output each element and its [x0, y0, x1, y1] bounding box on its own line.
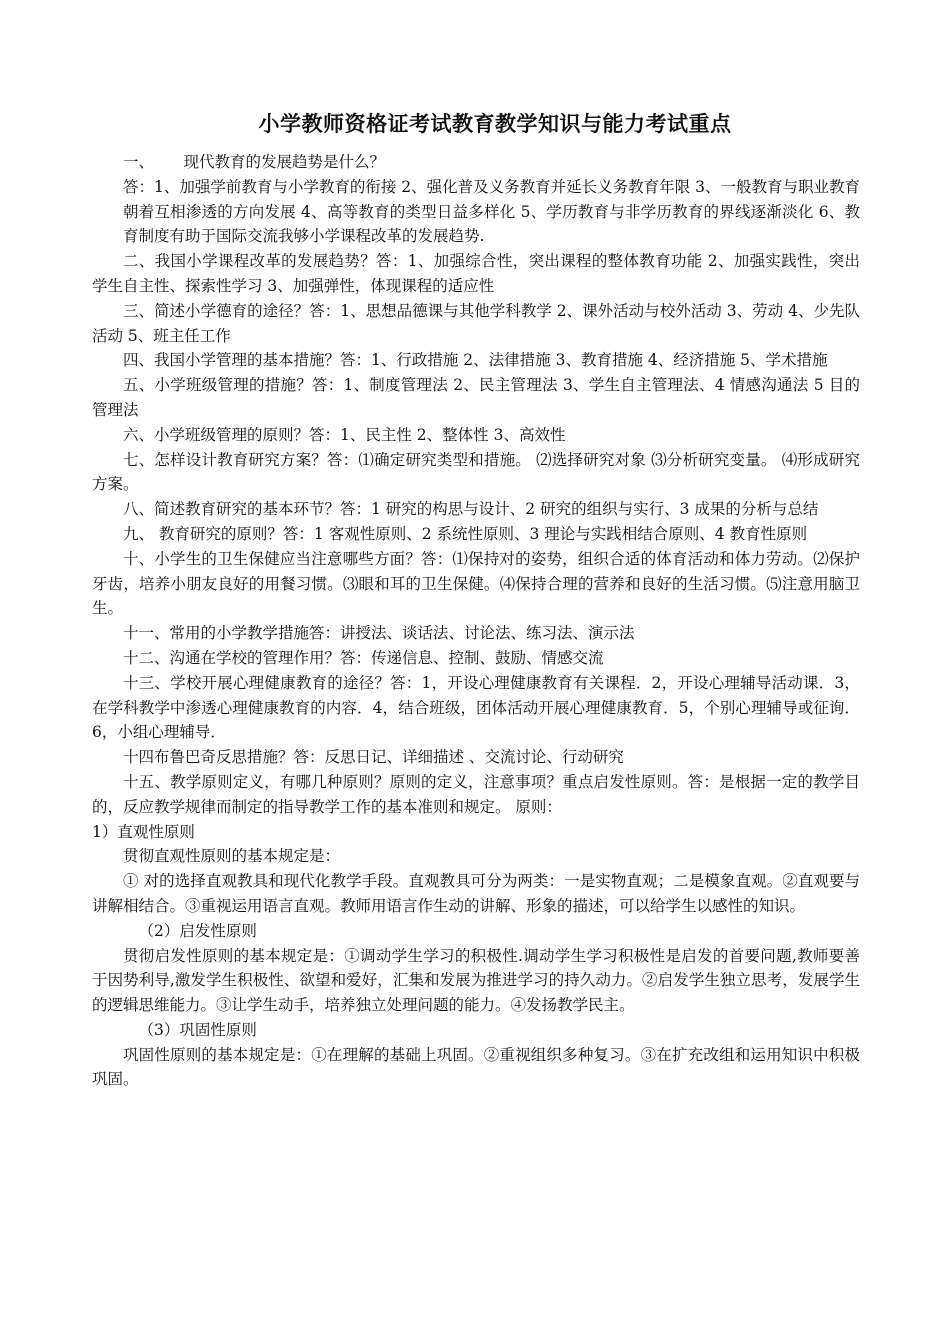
question-15: 十五、教学原则定义，有哪几种原则？原则的定义，注意事项？重点启发性原则。答：是根据一定的教学目的，反应教学规律而制定的指导教学工作的基本准则和规定。 原则：	[92, 772, 860, 816]
principle-2-body: 贯彻启发性原则的基本规定是：①调动学生学习的积极性.调动学生学习积极性是启发的首要问题,教师要善于因势利导,激发学生积极性、欲望和爱好，汇集和发展为推进学习的持久动力。②启发学生独立思考，发展学生的逻辑思维能力。③让学生动手，培养独立处理问题的能力。④发扬教学民主。	[92, 946, 860, 1015]
principle-3-body: 巩固性原则的基本规定是：①在理解的基础上巩固。②重视组织多种复习。③在扩充改组和运用知识中积极巩固。	[92, 1045, 860, 1089]
question-10: 十、小学生的卫生保健应当注意哪些方面？答：⑴保持对的姿势，组织合适的体育活动和体力劳动。⑵保护牙齿，培养小朋友良好的用餐习惯。⑶眼和耳的卫生保健。⑷保持合理的营养和良好的生活习惯。⑸注意用脑卫生。	[92, 549, 860, 618]
principle-3-heading: （3）巩固性原则	[138, 1020, 257, 1039]
question-8: 八、简述教育研究的基本环节？答：1 研究的构思与设计、2 研究的组织与实行、3 成果的分析与总结	[123, 500, 819, 519]
question-9: 九、 教育研究的原则？答：1 客观性原则、2 系统性原则、3 理论与实践相结合原则、4 教育性原则	[123, 524, 808, 543]
question-3: 三、简述小学德育的途径？答：1、思想品德课与其他学科教学 2、课外活动与校外活动 3、劳动 4、少先队活动 5、班主任工作	[92, 301, 860, 345]
question-4: 四、我国小学管理的基本措施？答：1、行政措施 2、法律措施 3、教育措施 4、经济措施 5、学术措施	[123, 351, 828, 370]
question-1-answer: 答：1、加强学前教育与小学教育的衔接 2、强化普及义务教育并延长义务教育年限 3、一般教育与职业教育朝着互相渗透的方向发展 4、高等教育的类型日益多样化 5、学历教育与非学历教育的界线逐渐淡化 6、教育制度有助于国际交流我够小学课程改革的发展趋势.	[123, 177, 860, 246]
document-title: 小学教师资格证考试教育教学知识与能力考试重点	[258, 111, 732, 136]
question-11: 十一、常用的小学教学措施答：讲授法、谈话法、讨论法、练习法、演示法	[123, 624, 635, 643]
question-5: 五、小学班级管理的措施？答：1、制度管理法 2、民主管理法 3、学生自主管理法、4 情感沟通法 5 目的管理法	[92, 376, 860, 419]
question-2: 二、我国小学课程改革的发展趋势？答：1、加强综合性，突出课程的整体教育功能 2、加强实践性，突出学生自主性、探索性学习 3、加强弹性，体现课程的适应性	[92, 252, 860, 295]
principle-2-heading: （2）启发性原则	[138, 921, 257, 940]
question-1-number: 一、	[123, 153, 155, 171]
question-12: 十二、沟通在学校的管理作用？答：传递信息、控制、鼓励、情感交流	[123, 648, 604, 667]
question-13: 十三、学校开展心理健康教育的途径？答：1，开设心理健康教育有关课程．2，开设心理辅导活动课．3，在学科教学中渗透心理健康教育的内容．4，结合班级，团体活动开展心理健康教育．5，个别心理辅导或征询．6，小组心理辅导．	[92, 673, 860, 742]
principle-1-heading: 1）直观性原则	[92, 822, 195, 841]
principle-1-body: ① 对的选择直观教具和现代化教学手段。直观教具可分为两类：一是实物直观；二是模象直观。②直观要与讲解相结合。③重视运用语言直观。教师用语言作生动的讲解、形象的描述，可以给学生以感性的知识。	[92, 872, 860, 915]
question-1-heading	[92, 150, 860, 175]
question-1-text: 现代教育的发展趋势是什么？	[183, 153, 385, 171]
document-body	[92, 150, 860, 1092]
question-14: 十四布鲁巴奇反思措施？答：反思日记、详细描述 、交流讨论、行动研究	[123, 748, 624, 767]
question-7: 七、怎样设计教育研究方案？答：⑴确定研究类型和措施。 ⑵选择研究对象 ⑶分析研究变量。 ⑷形成研究方案。	[92, 450, 860, 494]
question-6: 六、小学班级管理的原则？答：1、民主性 2、整体性 3、高效性	[123, 425, 566, 444]
principle-1-intro: 贯彻直观性原则的基本规定是：	[123, 847, 341, 866]
